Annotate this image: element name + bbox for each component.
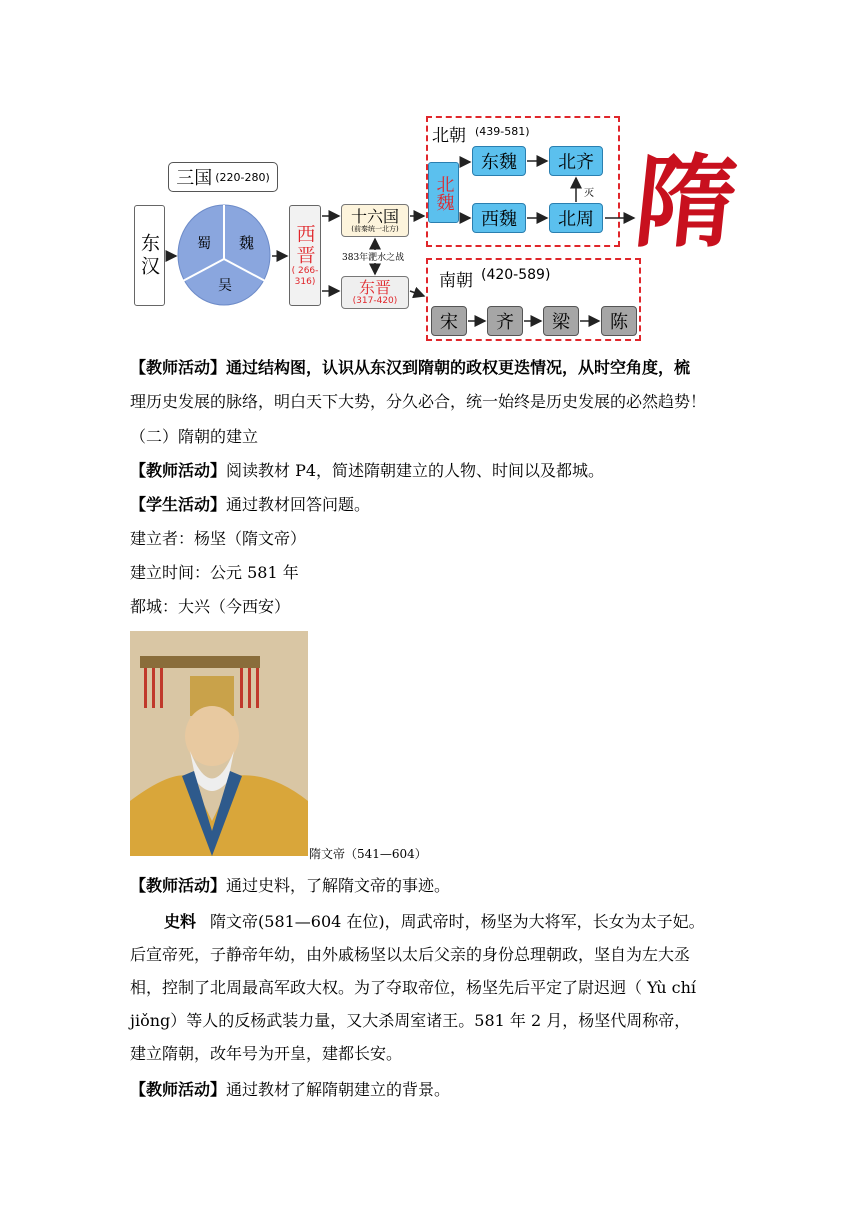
dongwei-box: 东魏 [472,146,526,176]
beiwei-box: 北魏 [428,162,459,223]
wu-label: 吴 [218,278,232,294]
south-title: 南朝 [439,271,473,291]
sixteen-kingdoms-box: 十六国 (前秦统一北方) [341,204,409,237]
dongjin-box: 东晋 (317-420) [341,276,409,309]
shu-label: 蜀 [197,236,211,252]
liang-box: 梁 [543,306,579,336]
teacher-activity-3: 【教师活动】通过史料，了解隋文帝的事迹。 [130,876,451,895]
north-title: 北朝 [432,126,466,146]
south-years: (420-589) [481,267,551,283]
portrait-caption: 隋文帝（541—604） [309,847,427,861]
three-kingdoms-label: 三国 (220-280) [168,162,278,192]
feishui-battle-label: 383年淝水之战 [342,253,405,263]
teacher-activity-2: 【教师活动】阅读教材 P4，简述隋朝建立的人物、时间以及都城。 [130,461,605,480]
xijin-box: 西晋 ( 266-316) [289,205,321,306]
teacher-activity-1-line1: 【教师活动】通过结构图，认识从东汉到隋朝的政权更迭情况，从时空角度，梳 [130,358,691,377]
donghan-box: 东汉 [134,205,165,306]
student-activity: 【学生活动】通过教材回答问题。 [130,495,371,514]
qi-box: 齐 [487,306,523,336]
beizhou-box: 北周 [549,203,603,233]
wei-label: 魏 [239,234,255,252]
emperor-wen-portrait [130,631,308,856]
xiwei-box: 西魏 [472,203,526,233]
beiqi-box: 北齐 [549,146,603,176]
north-years: (439-581) [475,125,530,138]
time-line: 建立时间：公元 581 年 [130,563,299,582]
capital-line: 都城：大兴（今西安） [130,597,291,616]
sui-character: 隋 [629,143,743,261]
founder-line: 建立者：杨坚（隋文帝） [130,529,307,548]
teacher-activity-1-line2: 理历史发展的脉络，明白天下大势，分久必合，统一始终是历史发展的必然趋势！ [130,392,707,411]
chen-box: 陈 [601,306,637,336]
song-box: 宋 [431,306,467,336]
mie-label: 灭 [584,188,594,199]
historical-source: 史料 隋文帝(581—604 在位)，周武帝时，杨坚为大将军，长女为太子妃。 后宣帝死，子静帝年幼，由外戚杨坚以太后父亲的身份总理朝政，坚自为左大丞 相，控制了北周最高军政大权。为了夺取帝位，杨坚先后平定了尉迟迥（ Yù chí jiǒng）等人的反杨武装力量，又大杀周室诸王。581 年 2 月，杨坚代周称帝， 建立隋朝，改年号为开皇，建都长安。 [130,912,705,1063]
source-label: 史料 [164,912,197,931]
teacher-activity-4: 【教师活动】通过教材了解隋朝建立的背景。 [130,1080,451,1099]
section-heading: （二）隋朝的建立 [130,427,259,446]
diagram-arrows [0,0,860,360]
